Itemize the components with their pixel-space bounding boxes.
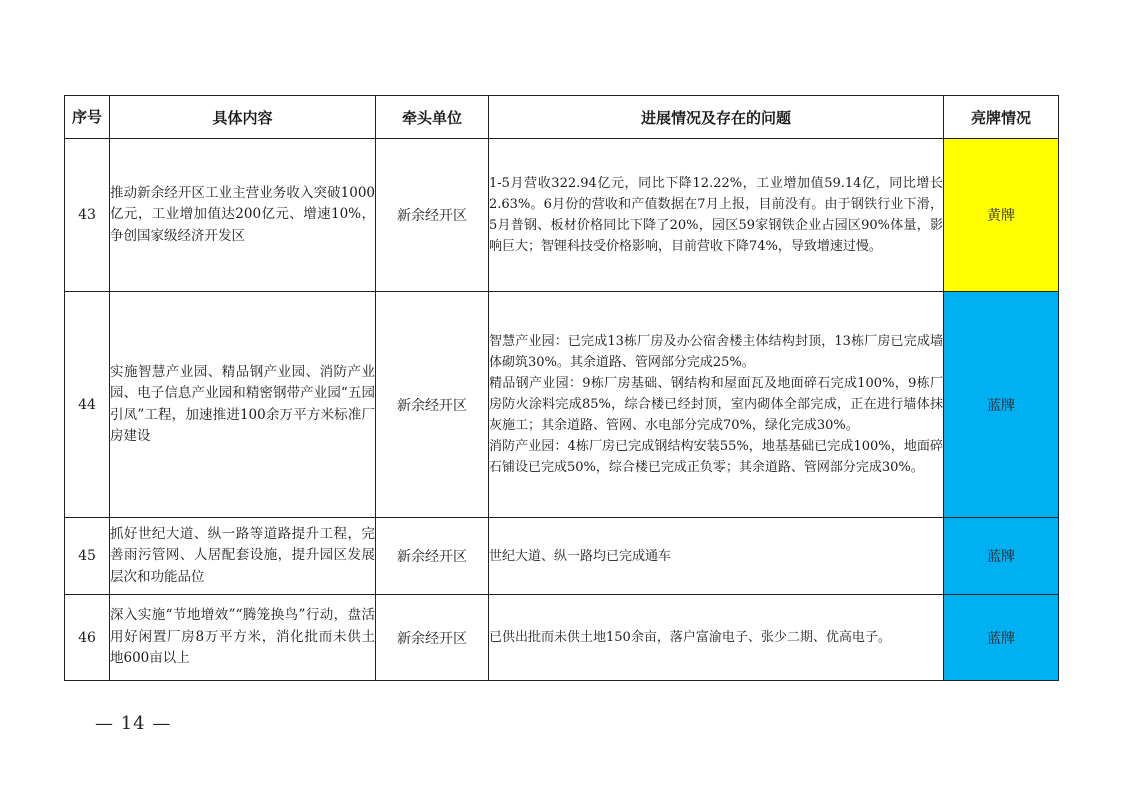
header-no: 序号 [65, 96, 110, 139]
header-progress: 进展情况及存在的问题 [489, 96, 944, 139]
task-content: 推动新余经开区工业主营业务收入突破1000亿元，工业增加值达200亿元、增速10%，争创国家级经济开发区 [110, 139, 376, 292]
row-number: 43 [65, 139, 110, 292]
header-status: 亮牌情况 [944, 96, 1059, 139]
status-badge: 蓝牌 [944, 595, 1059, 681]
header-content: 具体内容 [110, 96, 376, 139]
table-row [65, 292, 1059, 518]
progress-paragraph: 智慧产业园：已完成13栋厂房及办公宿舍楼主体结构封顶，13栋厂房已完成墙体砌筑30%。其余道路、管网部分完成25%。 [489, 334, 943, 370]
table-row [65, 518, 1059, 595]
lead-unit: 新余经开区 [376, 518, 489, 595]
progress-paragraph: 已供出批而未供土地150余亩，落户富渝电子、张少二期、优高电子。 [489, 630, 891, 645]
lead-unit: 新余经开区 [376, 292, 489, 518]
task-content: 抓好世纪大道、纵一路等道路提升工程，完善雨污管网、人居配套设施，提升园区发展层次和功能品位 [110, 518, 376, 595]
table-header-row [65, 96, 1059, 139]
task-content: 深入实施“节地增效”“腾笼换鸟”行动，盘活用好闲置厂房8万平方米，消化批而未供土地600亩以上 [110, 595, 376, 681]
task-content: 实施智慧产业园、精品钢产业园、消防产业园、电子信息产业园和精密钢带产业园“五园引凤”工程，加速推进100余万平方米标准厂房建设 [110, 292, 376, 518]
page-number: — 14 — [95, 713, 172, 734]
progress-description [489, 292, 944, 518]
header-unit: 牵头单位 [376, 96, 489, 139]
row-number: 45 [65, 518, 110, 595]
progress-table [64, 95, 1059, 681]
progress-description [489, 518, 944, 595]
status-badge: 蓝牌 [944, 292, 1059, 518]
progress-description [489, 139, 944, 292]
progress-paragraph: 精品钢产业园：9栋厂房基础、钢结构和屋面瓦及地面碎石完成100%，9栋厂房防火涂料完成85%，综合楼已经封顶，室内砌体全部完成，正在进行墙体抹灰施工；其余道路、管网、水电部分完成70%，绿化完成30%。 [489, 376, 943, 433]
status-badge: 蓝牌 [944, 518, 1059, 595]
table-row [65, 139, 1059, 292]
table-row [65, 595, 1059, 681]
lead-unit: 新余经开区 [376, 595, 489, 681]
row-number: 44 [65, 292, 110, 518]
lead-unit: 新余经开区 [376, 139, 489, 292]
progress-paragraph: 1-5月营收322.94亿元，同比下降12.22%，工业增加值59.14亿，同比增长2.63%。6月份的营收和产值数据在7月上报，目前没有。由于钢铁行业下滑，5月普钢、板材价格同比下降了20%，园区59家钢铁企业占园区90%体量，影响巨大；智锂科技受价格影响，目前营收下降74%，导致增速过慢。 [489, 176, 943, 254]
row-number: 46 [65, 595, 110, 681]
progress-paragraph: 消防产业园：4栋厂房已完成钢结构安装55%，地基基础已完成100%，地面碎石铺设已完成50%，综合楼已完成正负零；其余道路、管网部分完成30%。 [489, 439, 943, 475]
progress-paragraph: 世纪大道、纵一路均已完成通车 [489, 548, 672, 564]
progress-description [489, 595, 944, 681]
status-badge: 黄牌 [944, 139, 1059, 292]
